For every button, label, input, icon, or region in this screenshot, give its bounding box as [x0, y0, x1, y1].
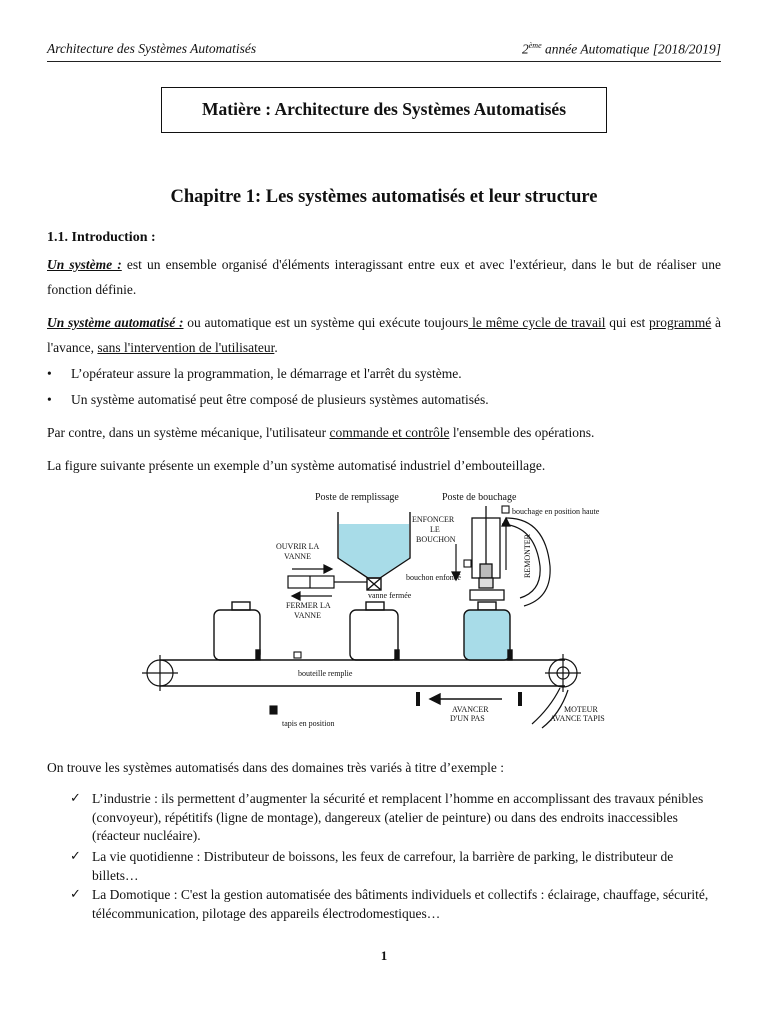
term-system: Un système :: [47, 257, 122, 272]
label-cap-pushed: bouchon enfoncé: [406, 573, 461, 582]
valve-arrows: [292, 565, 332, 600]
label-close-valve-2: VANNE: [294, 611, 321, 620]
label-capping-high: bouchage en position haute: [512, 507, 600, 516]
page-header: [47, 41, 721, 62]
header-year: 2ème année Automatique [2018/2019]: [521, 41, 721, 57]
bottle-filled: [464, 602, 512, 660]
label-bottle-filled: bouteille remplie: [298, 669, 353, 678]
label-valve-closed: vanne fermée: [368, 591, 412, 600]
label-push-cap-1: ENFONCER: [412, 515, 455, 524]
filling-hopper: [338, 512, 410, 590]
label-advance-2: D'UN PAS: [450, 714, 485, 723]
course-title-box: Matière : Architecture des Systèmes Automatisés: [161, 87, 607, 133]
bullet-dot-icon: •: [47, 392, 52, 407]
bottle-filling-station: [350, 602, 399, 660]
label-close-valve-1: FERMER LA: [286, 601, 331, 610]
label-lift: REMONTER: [523, 534, 532, 578]
page-number: 1: [380, 948, 388, 963]
mechanical-contrast: Par contre, dans un système mécanique, l'utilisateur commande et contrôle l'ensemble des opérations.: [47, 425, 595, 440]
label-motor-1: MOTEUR: [564, 705, 598, 714]
label-open-valve-1: OUVRIR LA: [276, 542, 320, 551]
capping-press: [470, 506, 504, 600]
domains-intro: On trouve les systèmes automatisés dans des domaines très variés à titre d’exemple :: [47, 760, 505, 775]
label-capping-station: Poste de bouchage: [442, 492, 517, 503]
label-advance-1: AVANCER: [452, 705, 489, 714]
label-filling-station: Poste de remplissage: [315, 492, 399, 503]
advance-arrow: [430, 694, 502, 704]
header-course-title: Architecture des Systèmes Automatisés: [47, 41, 257, 56]
valve-cylinder: [288, 576, 367, 588]
document-page: Architecture des Systèmes Automatisés 2ème année Automatique [2018/2019] Matière : Architecture des Systèmes Automatisés Chapitre 1: Les systèmes automatisés et leur structure 1.1. Introduction : Un système : est un ensemble organisé d'éléments interagissant entre eux et avec l'extérieur, dans le but de réaliser une fonction définie. Un système automatisé : ou automatique est un système qui exécute toujours le même cycle de travail qui est programmé à l'avance, sans l'intervention de l'utilisateur. • L’opérateur assure la programmation, le démarrage et l'arrêt du système. • Un système automatisé peut être composé de plusieurs systèmes automatisés. Par contre, dans un système mécanique, l'utilisateur commande et contrôle l'ensemble des opérations. La figure suivante présente un exemple d’un système automatisé industriel d’embouteillage. Poste de remplissage Poste de bouchage OUVRIR LA VANNE FERMER LA VANNE vanne fermée ENFONCER LE BOUCHON bouchon enfoncé bouchage en position haute REMONTER bouteille remplie tapis en position AVANCER D'UN PAS MOTEUR AVANCE TAPIS On trouve les systèmes automatisés dans des domaines très variés à titre d’exemple : ✓ L’industrie : ils permettent d’augmenter la sécurité et remplacent l’homme en accomplissant des travaux pénibles (convoyeur), répétitifs (ligne de montage), dangereux (atelier de peinture) ou dans des endroits inaccessibles (réacteur nucléaire). ✓ La vie quotidienne : Distributeur de boissons, les feux de carrefour, la barrière de parking, le distributeur de billets… ✓ La Domotique : C'est la gestion automatisée des bâtiments individuels et collectifs : éclairage, chauffage, sécurité, télécommunication, pilotage des appareils électrodomestiques… 1: [0, 0, 768, 1024]
label-push-cap-2: LE: [430, 525, 440, 534]
section-title: 1.1. Introduction :: [47, 230, 156, 245]
checkmark-icon: ✓: [70, 791, 81, 806]
conveyor-belt: [160, 660, 565, 686]
label-open-valve-2: VANNE: [284, 552, 311, 561]
label-push-cap-3: BOUCHON: [416, 535, 456, 544]
term-automated-system: Un système automatisé :: [47, 315, 184, 330]
checkmark-icon: ✓: [70, 849, 81, 864]
figure-intro: La figure suivante présente un exemple d’un système automatisé industriel d’embouteillage.: [47, 458, 546, 473]
checkmark-icon: ✓: [70, 887, 81, 902]
bottling-system-figure: [140, 486, 630, 736]
definition-automated-system: Un système automatisé : ou automatique est un système qui exécute toujours le même cycle de travail qui est programmé à l'avance, sans l'intervention de l'utilisateur.: [47, 315, 721, 355]
chapter-title: Chapitre 1: Les systèmes automatisés et leur structure: [170, 187, 598, 207]
label-motor-2: AVANCE TAPIS: [550, 714, 605, 723]
bullet-dot-icon: •: [47, 366, 52, 381]
bottle-empty: [214, 602, 260, 660]
definition-system: Un système : est un ensemble organisé d'éléments interagissant entre eux et avec l'extérieur, dans le but de réaliser une fonction définie.: [47, 257, 721, 297]
label-belt-position: tapis en position: [282, 719, 335, 728]
